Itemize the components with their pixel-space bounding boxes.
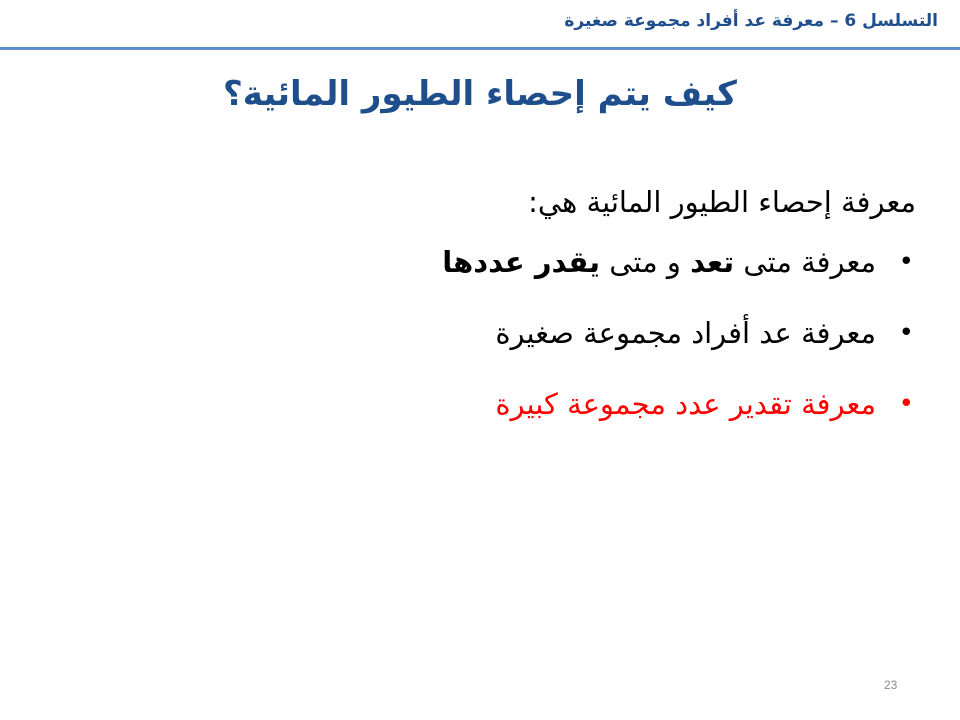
bullet-item-estimate-large-group — [56, 380, 916, 428]
bullet-item-count-or-estimate — [56, 238, 916, 286]
bullet-icon: • — [898, 318, 914, 348]
bullet-text-part: معرفة متى — [734, 245, 876, 279]
bullet-icon: • — [898, 247, 914, 277]
bullet-text-bold-estimate: يقدر عددها — [442, 245, 601, 279]
bullet-list — [56, 238, 916, 428]
slide-title: كيف يتم إحصاء الطيور المائية؟ — [223, 74, 737, 114]
header-divider — [0, 47, 960, 50]
bullet-text: معرفة تقدير عدد مجموعة كبيرة — [495, 387, 876, 421]
page-number: 23 — [884, 678, 898, 692]
slide-content — [56, 178, 916, 451]
intro-text: معرفة إحصاء الطيور المائية هي: — [528, 185, 916, 219]
bullet-text-bold-count: تعد — [690, 245, 735, 279]
bullet-icon: • — [898, 389, 914, 419]
series-header-title: التسلسل 6 – معرفة عد أفراد مجموعة صغيرة — [564, 11, 938, 31]
bullet-text: معرفة عد أفراد مجموعة صغيرة — [495, 316, 876, 350]
bullet-item-count-small-group — [56, 309, 916, 357]
bullet-text-part: و متى — [600, 245, 691, 279]
